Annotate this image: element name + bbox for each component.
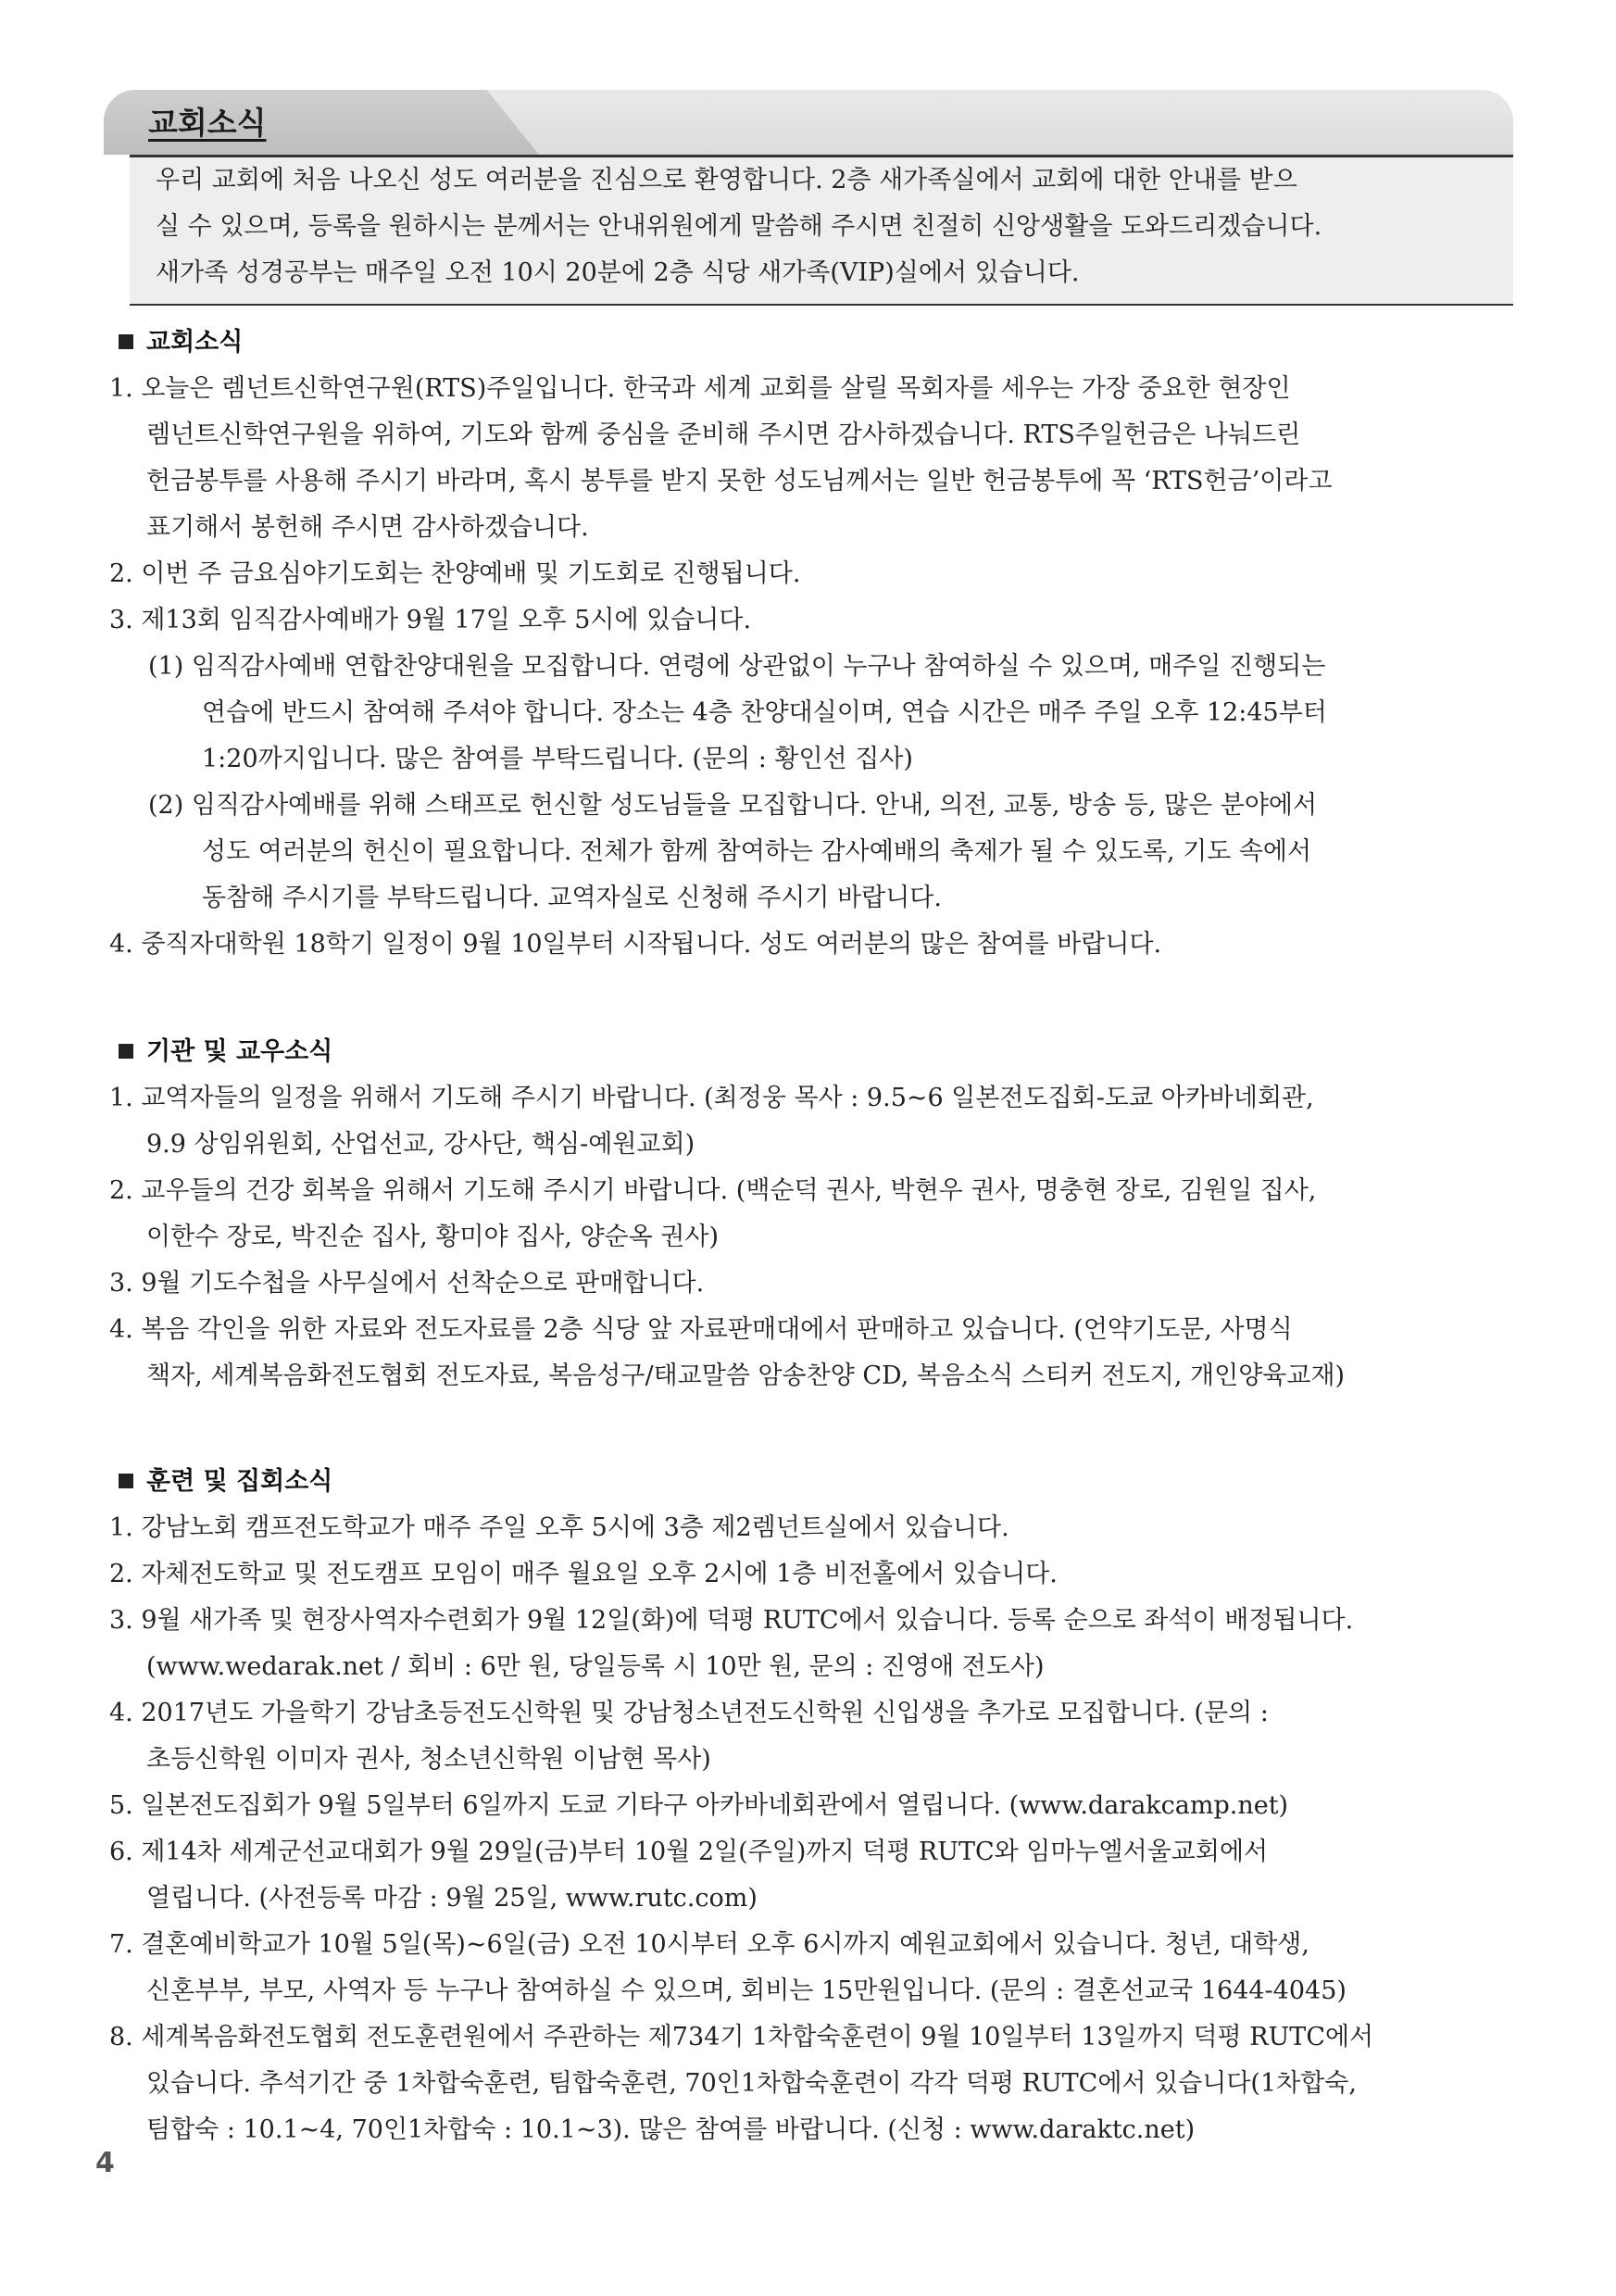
list-item: 2. 자체전도학교 및 전도캠프 모임이 매주 월요일 오후 2시에 1층 비전홀에서 있습니다. [109, 1560, 1058, 1588]
list-item: 성도 여러분의 헌신이 필요합니다. 전체가 함께 참여하는 감사예배의 축제가 될 수 있도록, 기도 속에서 [202, 837, 1312, 866]
list-item: 신혼부부, 부모, 사역자 등 누구나 참여하실 수 있으며, 회비는 15만원입니다. (문의 : 결혼선교국 1644-4045) [146, 1976, 1347, 2005]
list-item: 1:20까지입니다. 많은 참여를 부탁드립니다. (문의 : 황인선 집사) [202, 745, 913, 773]
list-item: 팀합숙 : 10.1~4, 70인1차합숙 : 10.1~3). 많은 참여를 바랍니다. (신청 : www.daraktc.net) [146, 2115, 1196, 2144]
list-item: 있습니다. 추석기간 중 1차합숙훈련, 팀합숙훈련, 70인1차합숙훈련이 각각 덕평 RUTC에서 있습니다(1차합숙, [146, 2069, 1357, 2098]
list-item: 동참해 주시기를 부탁드립니다. 교역자실로 신청해 주시기 바랍니다. [202, 884, 942, 912]
list-item: 초등신학원 이미자 권사, 청소년신학원 이남현 목사) [146, 1745, 711, 1774]
list-item: 4. 중직자대학원 18학기 일정이 9월 10일부터 시작됩니다. 성도 여러분의 많은 참여를 바랍니다. [109, 930, 1162, 959]
list-item: 5. 일본전도집회가 9월 5일부터 6일까지 도쿄 기타구 아카바네회관에서 열립니다. (www.darakcamp.net) [109, 1791, 1289, 1820]
list-item: 표기해서 봉헌해 주시면 감사하겠습니다. [146, 513, 589, 542]
square-bullet-icon [119, 334, 133, 349]
list-item: 책자, 세계복음화전도협회 전도자료, 복음성구/태교말씀 암송찬양 CD, 복음소식 스티커 전도지, 개인양육교재) [146, 1361, 1346, 1390]
section-title [109, 1029, 1508, 1075]
list-item: 2. 이번 주 금요심야기도회는 찬양예배 및 기도회로 진행됩니다. [109, 559, 801, 588]
list-item: 3. 9월 새가족 및 현장사역자수련회가 9월 12일(화)에 덕평 RUTC에서 있습니다. 등록 순으로 좌석이 배정됩니다. [109, 1606, 1354, 1635]
list-item: 9.9 상임위원회, 산업선교, 강사단, 핵심-예원교회) [146, 1130, 695, 1159]
list-item: 1. 오늘은 렘넌트신학연구원(RTS)주일입니다. 한국과 세계 교회를 살릴 목회자를 세우는 가장 중요한 현장인 [109, 374, 1291, 403]
section-training-news [109, 1459, 1508, 2153]
welcome-line: 우리 교회에 처음 나오신 성도 여러분을 진심으로 환영합니다. 2층 새가족실에서 교회에 대한 안내를 받으 [156, 166, 1297, 194]
list-item: 렘넌트신학연구원을 위하여, 기도와 함께 중심을 준비해 주시면 감사하겠습니다. RTS주일헌금은 나눠드린 [146, 420, 1301, 449]
welcome-box [130, 157, 1513, 306]
section-title-text: 훈련 및 집회소식 [146, 1467, 333, 1496]
list-item: 이한수 장로, 박진순 집사, 황미야 집사, 양순옥 권사) [146, 1223, 719, 1251]
page-number: 4 [95, 2147, 115, 2179]
list-item: 3. 9월 기도수첩을 사무실에서 선착순으로 판매합니다. [109, 1269, 705, 1298]
section-church-news [109, 320, 1508, 968]
section-title-text: 기관 및 교우소식 [146, 1037, 333, 1066]
list-item: (2) 임직감사예배를 위해 스태프로 헌신할 성도님들을 모집합니다. 안내, 의전, 교통, 방송 등, 많은 분야에서 [148, 791, 1318, 820]
list-item: 열립니다. (사전등록 마감 : 9월 25일, www.rutc.com) [146, 1884, 758, 1913]
list-item: 헌금봉투를 사용해 주시기 바라며, 혹시 봉투를 받지 못한 성도님께서는 일반 헌금봉투에 꼭 ‘RTS헌금’이라고 [146, 467, 1333, 496]
list-item: 4. 2017년도 가을학기 강남초등전도신학원 및 강남청소년전도신학원 신입생을 추가로 모집합니다. (문의 : [109, 1699, 1269, 1727]
square-bullet-icon [119, 1044, 133, 1059]
list-item: 4. 복음 각인을 위한 자료와 전도자료를 2층 식당 앞 자료판매대에서 판매하고 있습니다. (언약기도문, 사명식 [109, 1315, 1293, 1344]
welcome-line: 실 수 있으며, 등록을 원하시는 분께서는 안내위원에게 말씀해 주시면 친절히 신앙생활을 도와드리겠습니다. [156, 212, 1322, 241]
list-item: 8. 세계복음화전도협회 전도훈련원에서 주관하는 제734기 1차합숙훈련이 9월 10일부터 13일까지 덕평 RUTC에서 [109, 2023, 1374, 2051]
list-item: 연습에 반드시 참여해 주셔야 합니다. 장소는 4층 찬양대실이며, 연습 시간은 매주 주일 오후 12:45부터 [202, 698, 1327, 727]
section-title [109, 1459, 1508, 1505]
section-title [109, 320, 1508, 366]
welcome-line: 새가족 성경공부는 매주일 오전 10시 20분에 2층 식당 새가족(VIP)실에서 있습니다. [156, 258, 1080, 287]
list-item: 2. 교우들의 건강 회복을 위해서 기도해 주시기 바랍니다. (백순덕 권사, 박현우 권사, 명충현 장로, 김원일 집사, [109, 1176, 1317, 1205]
list-item: 7. 결혼예비학교가 10월 5일(목)~6일(금) 오전 10시부터 오후 6시까지 예원교회에서 있습니다. 청년, 대학생, [109, 1930, 1309, 1959]
list-item: (1) 임직감사예배 연합찬양대원을 모집합니다. 연령에 상관없이 누구나 참여하실 수 있으며, 매주일 진행되는 [148, 652, 1326, 681]
list-item: 6. 제14차 세계군선교대회가 9월 29일(금)부터 10월 2일(주일)까지 덕평 RUTC와 임마누엘서울교회에서 [109, 1838, 1269, 1866]
list-item: 1. 강남노회 캠프전도학교가 매주 주일 오후 5시에 3층 제2렘넌트실에서 있습니다. [109, 1513, 1009, 1542]
page-title: 교회소식 [148, 105, 267, 141]
section-org-news [109, 1029, 1508, 1399]
list-item: (www.wedarak.net / 회비 : 6만 원, 당일등록 시 10만 원, 문의 : 진영애 전도사) [146, 1652, 1045, 1681]
list-item: 3. 제13회 임직감사예배가 9월 17일 오후 5시에 있습니다. [109, 606, 752, 634]
square-bullet-icon [119, 1474, 133, 1488]
list-item: 1. 교역자들의 일정을 위해서 기도해 주시기 바랍니다. (최정웅 목사 : 9.5~6 일본전도집회-도쿄 아카바네회관, [109, 1084, 1314, 1112]
section-title-text: 교회소식 [146, 328, 244, 357]
